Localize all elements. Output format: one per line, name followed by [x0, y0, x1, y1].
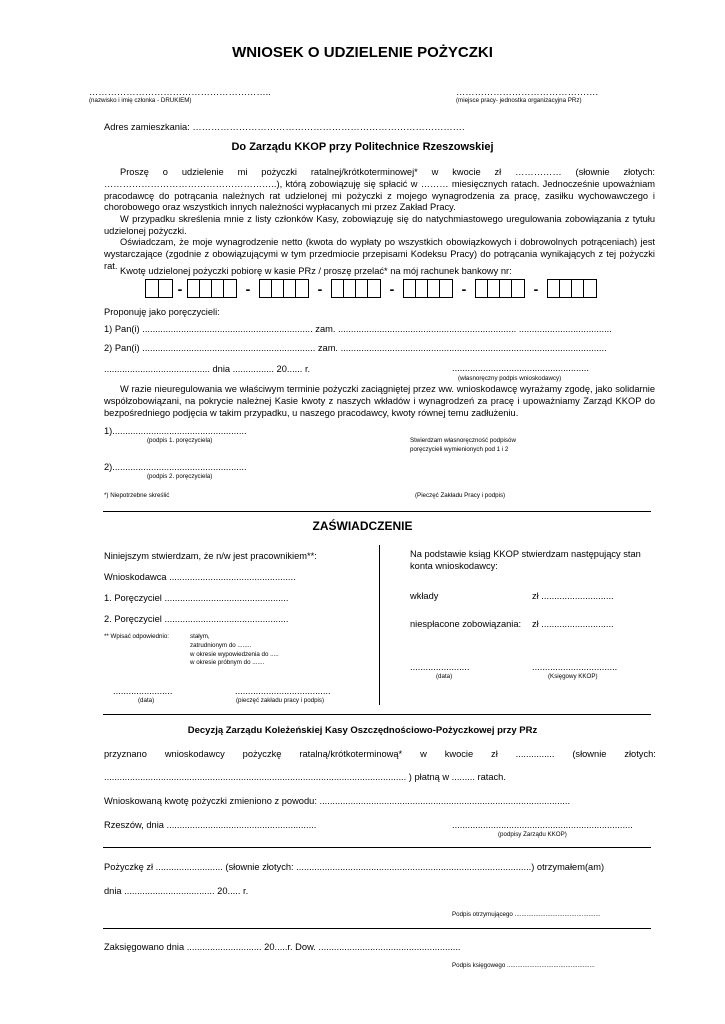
decision-heading: Decyzją Zarządu Koleżeńskiej Kasy Oszczędnościowo-Pożyczkowej przy PRz	[187, 725, 538, 736]
document-title: WNIOSEK O UDZIELENIE POŻYCZKI	[232, 44, 493, 61]
decision-word: ratalną/krótkoterminową*	[299, 749, 403, 759]
decision-word: pożyczkę	[242, 749, 282, 759]
decision-word: kwocie	[444, 749, 474, 759]
divider	[103, 847, 651, 848]
workplace-caption: (miejsce pracy- jednostka organizacyjna PRz)	[456, 97, 582, 104]
account-group-5[interactable]	[403, 279, 453, 298]
applicant-signature-field[interactable]: .....................................................	[452, 363, 589, 373]
workplace-field[interactable]: ……………………………………….	[456, 87, 599, 97]
guarantor-1-signature-caption: (podpis 1. poręczyciela)	[147, 437, 213, 444]
account-group-4[interactable]	[331, 279, 381, 298]
decision-amount-field[interactable]: ...............	[515, 749, 555, 759]
salary-declaration-paragraph: Oświadczam, że moje wynagrodzenie netto (kwota do wypłaty po wszystkich obowiązkowych i dobrowolnych potrąceniach) jest wystarczające (zgodnie z obowiązującymi w tym przedmiocie przepisami Kodeksu Pracy) do potrącania wynikających z tej pożyczki rat.	[104, 237, 655, 271]
account-date-caption: (data)	[436, 673, 453, 680]
footnote: *) Niepotrzebne skreślić	[104, 492, 170, 499]
signature-verification-line-2: poręczycieli wymienionych pod 1 i 2	[410, 446, 509, 453]
account-separator: -	[533, 280, 539, 297]
certificate-date-field[interactable]: .......................	[113, 686, 173, 696]
account-separator: -	[389, 280, 395, 297]
account-group-7[interactable]	[547, 279, 597, 298]
employment-note-2: zatrudnionym do ........	[190, 642, 252, 649]
accountant-signature-caption: (Księgowy KKOP)	[548, 673, 598, 680]
employer-stamp-field[interactable]: .....................................	[235, 686, 331, 696]
guarantors-intro: Proponuję jako poręczycieli:	[104, 307, 220, 317]
account-separator: -	[317, 280, 323, 297]
employment-note-3: w okresie wypowiedzenia do .....	[190, 651, 279, 658]
recipient-signature-field[interactable]: Podpis otrzymującego ..................................................	[452, 911, 601, 918]
account-status-intro-1: Na podstawie ksiąg KKOP stwierdzam następujący stan	[410, 549, 641, 559]
decision-word: w	[420, 749, 427, 759]
guarantor-2-employment-field[interactable]: 2. Poręczyciel ................................................	[104, 614, 289, 624]
guarantor-2-signature-caption: (podpis 2. poręczyciela)	[147, 473, 213, 480]
applicant-signature-caption: (własnoręczny podpis wnioskodawcy)	[458, 375, 562, 382]
expulsion-paragraph: W przypadku skreślenia mnie z listy członków Kasy, zobowiązuję się do natychmiastowego uregulowania zobowiązania z tytułu udzielonej pożyczki.	[104, 214, 655, 236]
decision-place-date-field[interactable]: Rzeszów, dnia ..........................................................	[104, 820, 317, 830]
booking-field[interactable]: Zaksięgowano dnia ............................. 20.....r. Dow. .......................................................	[104, 942, 461, 952]
guarantor-consent-paragraph: W razie nieuregulowania we właściwym terminie pożyczki zaciągniętej przez ww. wnioskodawcę wyrażamy zgodę, jako solidarnie współzobowiązani, na pokrycie należnej Kasie kwoty z naszych wkładów i wynagrodzeń za pracę i upoważniamy Zarząd KKOP do bezpośredniego podjęcia w takim przypadku, u naszego pracodawcy, kwoty równej temu zadłużeniu.	[104, 384, 655, 418]
guarantor-2-field[interactable]: 2) Pan(i) ................................................................... zam. .......................................................................................................	[104, 343, 607, 353]
loan-receipt-field[interactable]: Pożyczkę zł .......................... (słownie złotych: ...........................................................................................) otrzymałem(am)	[104, 862, 605, 872]
employment-note-1: stałym,	[190, 633, 210, 640]
applicant-employment-field[interactable]: Wnioskodawca .................................................	[104, 572, 296, 582]
addressee-heading: Do Zarządu KKOP przy Politechnice Rzeszowskiej	[231, 141, 494, 153]
loan-request-paragraph: Proszę o udzielenie mi pożyczki ratalnej/krótkoterminowej* w kwocie zł …………… (słownie złotych: ………………………………………………..), którą zobowiązuję się spłacić w ……… miesięcznych ratach. Jednocześnie upoważniam pracodawcę do potrącania należnych rat udzielonej mi pożyczki z mojego wynagrodzenia za pracę, zasiłku wychowawczego i chorobowego oraz wszystkich innych należności wypłacanych mi przez Zakład Pracy.	[104, 167, 655, 213]
guarantor-1-employment-field[interactable]: 1. Poręczyciel ................................................	[104, 593, 289, 603]
certificate-date-caption: (data)	[138, 697, 155, 704]
divider	[103, 714, 651, 715]
guarantor-1-signature-field[interactable]: 1)....................................................	[104, 426, 247, 436]
date-field[interactable]: ......................................... dnia ................ 20...... r.	[104, 364, 311, 374]
decision-word: wnioskodawcy	[164, 749, 225, 759]
deposits-label: wkłady	[410, 591, 439, 601]
account-group-2[interactable]	[187, 279, 237, 298]
accountant-signature-field[interactable]: .................................	[532, 662, 618, 672]
employer-stamp-field-caption: (pieczęć zakładu pracy i podpis)	[236, 697, 325, 704]
decision-word: zł	[491, 749, 498, 759]
account-separator: -	[245, 280, 251, 297]
guarantor-2-signature-field[interactable]: 2)....................................................	[104, 462, 247, 472]
receipt-date-field[interactable]: dnia ................................... 20..... r.	[104, 886, 249, 896]
address-field[interactable]: Adres zamieszkania: …………………………………………………………………………….	[104, 122, 465, 132]
decision-amount-words-field[interactable]: ..................................................................................................................... ) płatną w ......... ratach.	[104, 772, 506, 782]
account-group-6[interactable]	[475, 279, 525, 298]
unpaid-debt-label: niespłacone zobowiązania:	[410, 619, 522, 629]
account-status-intro-2: konta wnioskodawcy:	[410, 561, 498, 571]
account-separator: -	[177, 280, 183, 297]
board-signature-caption: (podpisy Zarządu KKOP)	[498, 831, 567, 838]
decision-word: (słownie	[572, 749, 607, 759]
employment-intro: Niniejszym stwierdzam, że n/w jest pracownikiem**:	[104, 551, 317, 561]
signature-verification-line-1: Stwierdzam własnoręczność podpisów	[410, 437, 516, 444]
decision-word: przyznano	[104, 749, 147, 759]
account-group-1[interactable]	[145, 279, 173, 298]
employment-note-4: w okresie próbnym do .......	[190, 659, 265, 666]
certificate-column-divider	[379, 545, 380, 705]
account-group-3[interactable]	[259, 279, 309, 298]
amount-change-reason-field[interactable]: Wnioskowaną kwotę pożyczki zmieniono z powodu: .................................................................................................	[104, 796, 571, 806]
employer-stamp-caption: (Pieczęć Zakładu Pracy i podpis)	[415, 492, 506, 499]
employment-note-label: ** Wpisać odpowiednio:	[104, 633, 170, 640]
unpaid-debt-field[interactable]: zł ............................	[532, 619, 614, 629]
guarantor-1-field[interactable]: 1) Pan(i) .................................................................. zam. ..................................................................... ....................................	[104, 324, 612, 334]
account-date-field[interactable]: .......................	[410, 662, 470, 672]
divider	[103, 928, 651, 929]
bank-account-input[interactable]	[145, 279, 597, 298]
account-separator: -	[461, 280, 467, 297]
applicant-name-caption: (nazwisko i imię członka - DRUKIEM)	[89, 97, 192, 104]
deposits-field[interactable]: zł ............................	[532, 591, 614, 601]
divider	[103, 511, 651, 512]
decision-word: złotych:	[624, 749, 656, 759]
certificate-heading: ZAŚWIADCZENIE	[312, 519, 413, 533]
accountant-booking-signature-field[interactable]: Podpis księgowego ...................................................	[452, 962, 595, 969]
board-signature-field[interactable]: ......................................................................	[452, 820, 633, 830]
applicant-name-field[interactable]: …………………………………………………..	[89, 87, 271, 97]
bank-account-paragraph: Kwotę udzielonej pożyczki pobiorę w kasie PRz / proszę przelać* na mój rachunek bankowy nr:	[120, 266, 512, 276]
decision-grant-line[interactable]	[104, 749, 656, 760]
